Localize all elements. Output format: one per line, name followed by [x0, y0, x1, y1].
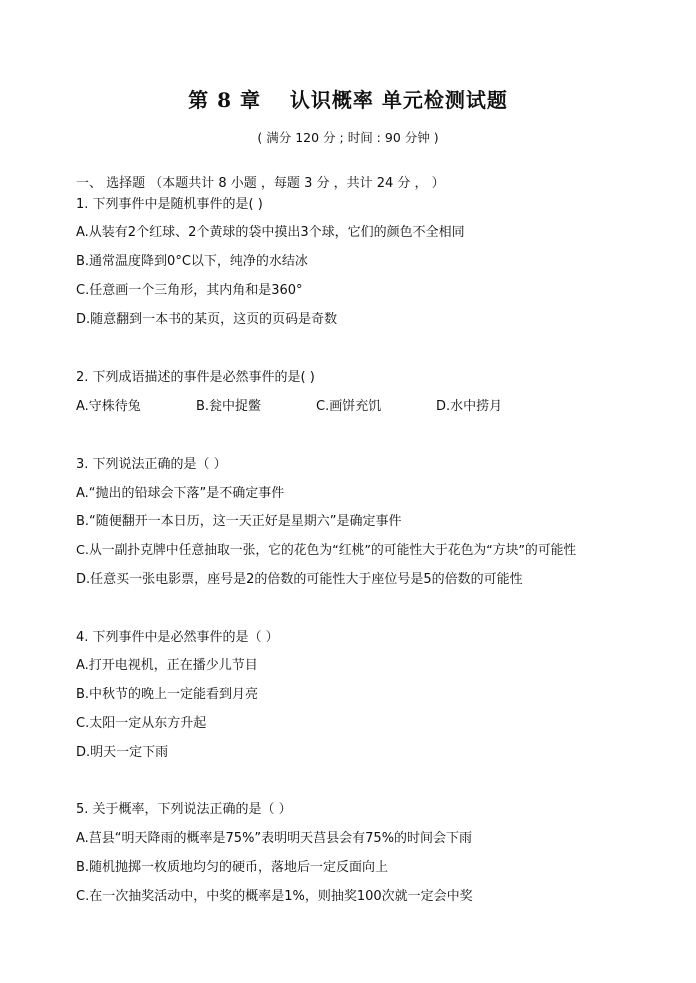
question-option: A.“抛出的铅球会下落”是不确定事件 [76, 486, 285, 501]
question-option: C.在一次抽奖活动中，中奖的概率是1%，则抽奖100次就一定会中奖 [76, 889, 473, 904]
question-option: C.太阳一定从东方升起 [76, 716, 207, 731]
question-option: B.中秋节的晚上一定能看到月亮 [76, 687, 259, 702]
question-option: A.从装有2个红球、2个黄球的袋中摸出3个球，它们的颜色不全相同 [76, 225, 465, 240]
question-option: D.随意翻到一本书的某页，这页的页码是奇数 [76, 312, 338, 327]
question-option: C.从一副扑克牌中任意抽取一张，它的花色为“红桃”的可能性大于花色为“方块”的可能性 [76, 543, 577, 558]
question-option: B.“随便翻开一本日历，这一天正好是星期六”是确定事件 [76, 514, 402, 529]
question-stem: 4. 下列事件中是必然事件的是（ ） [76, 630, 279, 645]
question-option: A.莒县“明天降雨的概率是75%”表明明天莒县会有75%的时间会下雨 [76, 831, 473, 846]
question-option: C.任意画一个三角形，其内角和是360° [76, 283, 303, 298]
question-stem: 3. 下列说法正确的是（ ） [76, 457, 227, 472]
question-option: A.守株待兔 [76, 399, 141, 414]
question-option: A.打开电视机，正在播少儿节目 [76, 658, 258, 673]
question-stem: 1. 下列事件中是随机事件的是( ) [76, 197, 263, 212]
question-stem: 5. 关于概率，下列说法正确的是（ ） [76, 802, 292, 817]
question-option: B.瓮中捉鳖 [196, 399, 262, 414]
question-option: C.画饼充饥 [316, 399, 382, 414]
page-subtitle: ( 满分 120 分 ; 时间 : 90 分钟 ) [257, 130, 439, 145]
question-option: D.任意买一张电影票，座号是2的倍数的可能性大于座位号是5的倍数的可能性 [76, 572, 523, 587]
question-option: D.明天一定下雨 [76, 745, 169, 760]
question-stem: 2. 下列成语描述的事件是必然事件的是( ) [76, 370, 315, 385]
question-option: D.水中捞月 [436, 399, 503, 414]
section-header: 一、 选择题 （本题共计 8 小题 ，每题 3 分 ，共计 24 分 ， ） [76, 176, 445, 191]
question-option: B.通常温度降到0°C以下，纯净的水结冰 [76, 254, 308, 269]
page-title: 第 8 章 认识概率 单元检测试题 [188, 88, 508, 112]
question-option: B.随机抛掷一枚质地均匀的硬币，落地后一定反面向上 [76, 860, 389, 875]
